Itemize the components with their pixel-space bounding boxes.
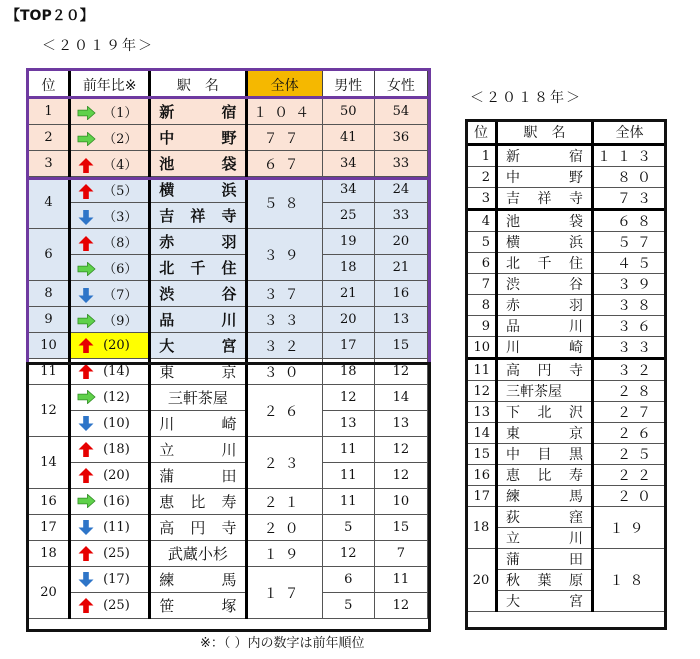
female-cell: 36 xyxy=(374,125,427,151)
rank-cell: 11 xyxy=(29,359,70,385)
rank-cell: 6 xyxy=(467,253,497,274)
station-name-cell: 東 京 xyxy=(497,423,593,444)
station-name-cell: 新 宿 xyxy=(150,99,246,125)
total-cell: ３２ xyxy=(246,333,322,359)
male-cell: 17 xyxy=(322,333,374,359)
female-cell: 14 xyxy=(374,385,427,411)
male-cell: 19 xyxy=(322,229,374,255)
total-cell: ３７ xyxy=(246,281,322,307)
station-name-cell: 高 円 寺 xyxy=(150,515,246,541)
female-cell: 12 xyxy=(374,359,427,385)
station-name-cell: 川 崎 xyxy=(150,411,246,437)
rank-cell: 3 xyxy=(29,151,70,177)
station-name-cell: 三軒茶屋 xyxy=(150,385,246,411)
female-cell: 13 xyxy=(374,411,427,437)
female-cell: 12 xyxy=(374,593,427,619)
rank-cell: 9 xyxy=(29,307,70,333)
female-cell: 54 xyxy=(374,99,427,125)
total-cell: ２２ xyxy=(593,465,666,486)
total-cell: ２５ xyxy=(593,444,666,465)
station-name-cell: 下 北 沢 xyxy=(497,402,593,423)
header-station-name: 駅 名 xyxy=(150,71,246,99)
female-cell: 33 xyxy=(374,151,427,177)
rank-cell: 6 xyxy=(29,229,70,281)
rank-cell: 16 xyxy=(467,465,497,486)
arrow-down-icon xyxy=(77,416,95,431)
female-cell: 24 xyxy=(374,177,427,203)
rank-cell: 16 xyxy=(29,489,70,515)
rank-cell: 18 xyxy=(467,507,497,549)
total-cell: ３３ xyxy=(593,337,666,359)
total-cell: ２３ xyxy=(246,437,322,489)
total-cell: ３６ xyxy=(593,316,666,337)
female-cell: 16 xyxy=(374,281,427,307)
station-name-cell: 高 円 寺 xyxy=(497,359,593,381)
table-row xyxy=(29,255,428,281)
table-row xyxy=(467,402,666,423)
female-cell: 10 xyxy=(374,489,427,515)
female-cell: 15 xyxy=(374,333,427,359)
female-cell: 33 xyxy=(374,203,427,229)
male-cell: 6 xyxy=(322,567,374,593)
rank-cell: 11 xyxy=(467,359,497,381)
arrow-up-icon xyxy=(77,236,95,251)
table-row xyxy=(29,437,428,463)
table-row xyxy=(467,359,666,381)
table-row xyxy=(29,229,428,255)
prev-year-cell: （9） xyxy=(70,307,150,333)
station-name-cell: 中 野 xyxy=(497,167,593,188)
male-cell: 21 xyxy=(322,281,374,307)
table-row xyxy=(467,465,666,486)
table-row xyxy=(29,125,428,151)
station-name-cell: 練 馬 xyxy=(497,486,593,507)
total-cell: ２０ xyxy=(246,515,322,541)
header-rank: 位 xyxy=(467,121,497,145)
table-row xyxy=(29,359,428,385)
station-name-cell: 荻 窪 xyxy=(497,507,593,528)
arrow-right-icon xyxy=(77,390,95,405)
header-total: 全体 xyxy=(593,121,666,145)
rank-cell: 3 xyxy=(467,188,497,210)
total-cell: ７７ xyxy=(246,125,322,151)
station-name-cell: 北 千 住 xyxy=(497,253,593,274)
station-name-cell: 北 千 住 xyxy=(150,255,246,281)
table-row xyxy=(467,188,666,210)
station-name-cell: 池 袋 xyxy=(497,210,593,232)
arrow-down-icon xyxy=(77,520,95,535)
prev-year-cell: （4） xyxy=(70,151,150,177)
table-row xyxy=(467,381,666,402)
station-name-cell: 中 目 黒 xyxy=(497,444,593,465)
header-row xyxy=(467,121,666,145)
total-cell: ２７ xyxy=(593,402,666,423)
table-row xyxy=(467,253,666,274)
station-name-cell: 渋 谷 xyxy=(497,274,593,295)
rank-cell: 2 xyxy=(467,167,497,188)
total-cell: １１３ xyxy=(593,145,666,167)
table-row xyxy=(467,486,666,507)
prev-year-cell: (20) xyxy=(70,463,150,489)
male-cell: 34 xyxy=(322,151,374,177)
table-row xyxy=(467,210,666,232)
total-cell: ３３ xyxy=(246,307,322,333)
male-cell: 25 xyxy=(322,203,374,229)
arrow-right-icon xyxy=(77,106,95,121)
arrow-right-icon xyxy=(77,132,95,147)
total-cell: ２０ xyxy=(593,486,666,507)
rank-cell: 4 xyxy=(29,177,70,229)
ranking-table-2019 xyxy=(28,70,428,619)
prev-year-cell: (10) xyxy=(70,411,150,437)
prev-year-cell: (14) xyxy=(70,359,150,385)
male-cell: 11 xyxy=(322,437,374,463)
male-cell: 13 xyxy=(322,411,374,437)
table-row xyxy=(29,281,428,307)
table-row xyxy=(29,567,428,593)
female-cell: 12 xyxy=(374,437,427,463)
ranking-table-2018 xyxy=(466,120,666,612)
table-row xyxy=(29,151,428,177)
arrow-up-icon xyxy=(77,468,95,483)
station-name-cell: 渋 谷 xyxy=(150,281,246,307)
table-row xyxy=(29,177,428,203)
rank-cell: 20 xyxy=(29,567,70,619)
female-cell: 12 xyxy=(374,463,427,489)
arrow-up-icon xyxy=(77,598,95,613)
station-name-cell: 中 野 xyxy=(150,125,246,151)
rank-cell: 14 xyxy=(29,437,70,489)
station-name-cell: 赤 羽 xyxy=(497,295,593,316)
male-cell: 18 xyxy=(322,359,374,385)
station-name-cell: 立 川 xyxy=(497,528,593,549)
prev-year-cell: （8） xyxy=(70,229,150,255)
station-name-cell: 品 川 xyxy=(497,316,593,337)
prev-year-cell: （7） xyxy=(70,281,150,307)
subtitle-2019: ＜２０１９年＞ xyxy=(42,38,154,54)
header-rank: 位 xyxy=(29,71,70,99)
rank-cell: 10 xyxy=(29,333,70,359)
rank-cell: 12 xyxy=(29,385,70,437)
male-cell: 18 xyxy=(322,255,374,281)
station-name-cell: 練 馬 xyxy=(150,567,246,593)
header-male: 男性 xyxy=(322,71,374,99)
prev-year-cell: （5） xyxy=(70,177,150,203)
table-row xyxy=(29,541,428,567)
female-cell: 11 xyxy=(374,567,427,593)
table-row xyxy=(467,507,666,528)
station-name-cell: 恵 比 寿 xyxy=(150,489,246,515)
rank-cell: 12 xyxy=(467,381,497,402)
header-prev-year: 前年比※ xyxy=(70,71,150,99)
table-row xyxy=(29,203,428,229)
station-name-cell: 大 宮 xyxy=(150,333,246,359)
arrow-down-icon xyxy=(77,572,95,587)
total-cell: ８０ xyxy=(593,167,666,188)
rank-cell: 2 xyxy=(29,125,70,151)
table-row xyxy=(29,593,428,619)
table-row xyxy=(29,385,428,411)
table-row xyxy=(467,423,666,444)
station-name-cell: 立 川 xyxy=(150,437,246,463)
total-cell: ３２ xyxy=(593,359,666,381)
total-cell: ６７ xyxy=(246,151,322,177)
station-name-cell: 横 浜 xyxy=(150,177,246,203)
total-cell: ２６ xyxy=(593,423,666,444)
header-station-name: 駅 名 xyxy=(497,121,593,145)
prev-year-cell: (16) xyxy=(70,489,150,515)
table-row xyxy=(467,167,666,188)
prev-year-cell: (12) xyxy=(70,385,150,411)
station-name-cell: 笹 塚 xyxy=(150,593,246,619)
prev-year-cell: (25) xyxy=(70,541,150,567)
rank-cell: 4 xyxy=(467,210,497,232)
station-name-cell: 大 宮 xyxy=(497,591,593,612)
arrow-right-icon xyxy=(77,494,95,509)
prev-year-cell: (20) xyxy=(70,333,150,359)
table-row xyxy=(467,295,666,316)
prev-year-cell: （3） xyxy=(70,203,150,229)
station-name-cell: 武蔵小杉 xyxy=(150,541,246,567)
station-name-cell: 恵 比 寿 xyxy=(497,465,593,486)
station-name-cell: 横 浜 xyxy=(497,232,593,253)
total-cell: １８ xyxy=(593,549,666,612)
station-name-cell: 吉 祥 寺 xyxy=(150,203,246,229)
female-cell: 7 xyxy=(374,541,427,567)
prev-year-cell: (17) xyxy=(70,567,150,593)
male-cell: 34 xyxy=(322,177,374,203)
rank-cell: 17 xyxy=(29,515,70,541)
header-row xyxy=(29,71,428,99)
station-name-cell: 三軒茶屋 xyxy=(497,381,593,402)
table-row xyxy=(29,463,428,489)
male-cell: 5 xyxy=(322,515,374,541)
total-cell: ３９ xyxy=(593,274,666,295)
station-name-cell: 吉 祥 寺 xyxy=(497,188,593,210)
rank-cell: 14 xyxy=(467,423,497,444)
total-cell: １９ xyxy=(593,507,666,549)
table-row xyxy=(467,145,666,167)
rank-cell: 5 xyxy=(467,232,497,253)
female-cell: 21 xyxy=(374,255,427,281)
arrow-right-icon xyxy=(77,262,95,277)
rank-cell: 1 xyxy=(29,99,70,125)
male-cell: 11 xyxy=(322,463,374,489)
total-cell: ５７ xyxy=(593,232,666,253)
arrow-down-icon xyxy=(77,210,95,225)
table-row xyxy=(467,444,666,465)
rank-cell: 8 xyxy=(467,295,497,316)
rank-cell: 1 xyxy=(467,145,497,167)
total-cell: ７３ xyxy=(593,188,666,210)
total-cell: ３８ xyxy=(593,295,666,316)
total-cell: ３９ xyxy=(246,229,322,281)
station-name-cell: 新 宿 xyxy=(497,145,593,167)
rank-cell: 13 xyxy=(467,402,497,423)
table-row xyxy=(29,99,428,125)
total-cell: １９ xyxy=(246,541,322,567)
total-cell: ２８ xyxy=(593,381,666,402)
prev-year-cell: （1） xyxy=(70,99,150,125)
prev-year-cell: （6） xyxy=(70,255,150,281)
table-row xyxy=(29,489,428,515)
female-cell: 20 xyxy=(374,229,427,255)
page-title: 【TOP２０】 xyxy=(6,8,94,24)
table-row xyxy=(467,549,666,570)
rank-cell: 17 xyxy=(467,486,497,507)
station-name-cell: 品 川 xyxy=(150,307,246,333)
station-name-cell: 蒲 田 xyxy=(150,463,246,489)
station-name-cell: 池 袋 xyxy=(150,151,246,177)
station-name-cell: 秋 葉 原 xyxy=(497,570,593,591)
station-name-cell: 蒲 田 xyxy=(497,549,593,570)
arrow-up-icon xyxy=(77,184,95,199)
footnote: ※：（ ）内の数字は前年順位 xyxy=(200,636,365,651)
male-cell: 12 xyxy=(322,541,374,567)
table-row xyxy=(467,274,666,295)
total-cell: ６８ xyxy=(593,210,666,232)
table-row xyxy=(467,337,666,359)
male-cell: 5 xyxy=(322,593,374,619)
male-cell: 20 xyxy=(322,307,374,333)
table-row xyxy=(467,316,666,337)
arrow-down-icon xyxy=(77,288,95,303)
total-cell: １７ xyxy=(246,567,322,619)
male-cell: 50 xyxy=(322,99,374,125)
table-row xyxy=(29,333,428,359)
station-name-cell: 赤 羽 xyxy=(150,229,246,255)
rank-cell: 18 xyxy=(29,541,70,567)
total-cell: ３０ xyxy=(246,359,322,385)
rank-cell: 10 xyxy=(467,337,497,359)
header-female: 女性 xyxy=(374,71,427,99)
rank-cell: 15 xyxy=(467,444,497,465)
total-cell: ２６ xyxy=(246,385,322,437)
station-name-cell: 川 崎 xyxy=(497,337,593,359)
female-cell: 13 xyxy=(374,307,427,333)
table-row xyxy=(29,307,428,333)
male-cell: 12 xyxy=(322,385,374,411)
arrow-up-icon xyxy=(77,158,95,173)
total-cell: ２１ xyxy=(246,489,322,515)
female-cell: 15 xyxy=(374,515,427,541)
prev-year-cell: (11) xyxy=(70,515,150,541)
subtitle-2018: ＜２０１８年＞ xyxy=(470,90,582,106)
rank-cell: 9 xyxy=(467,316,497,337)
arrow-up-icon xyxy=(77,546,95,561)
table-row xyxy=(29,411,428,437)
arrow-up-icon xyxy=(77,364,95,379)
arrow-up-icon xyxy=(77,338,95,353)
prev-year-cell: (18) xyxy=(70,437,150,463)
total-cell: １０４ xyxy=(246,99,322,125)
total-cell: ５８ xyxy=(246,177,322,229)
rank-cell: 20 xyxy=(467,549,497,612)
arrow-up-icon xyxy=(77,442,95,457)
total-cell: ４５ xyxy=(593,253,666,274)
rank-cell: 8 xyxy=(29,281,70,307)
male-cell: 11 xyxy=(322,489,374,515)
prev-year-cell: (25) xyxy=(70,593,150,619)
arrow-right-icon xyxy=(77,314,95,329)
rank-cell: 7 xyxy=(467,274,497,295)
station-name-cell: 東 京 xyxy=(150,359,246,385)
table-row xyxy=(29,515,428,541)
male-cell: 41 xyxy=(322,125,374,151)
prev-year-cell: （2） xyxy=(70,125,150,151)
header-total: 全体 xyxy=(246,71,322,99)
table-row xyxy=(467,232,666,253)
